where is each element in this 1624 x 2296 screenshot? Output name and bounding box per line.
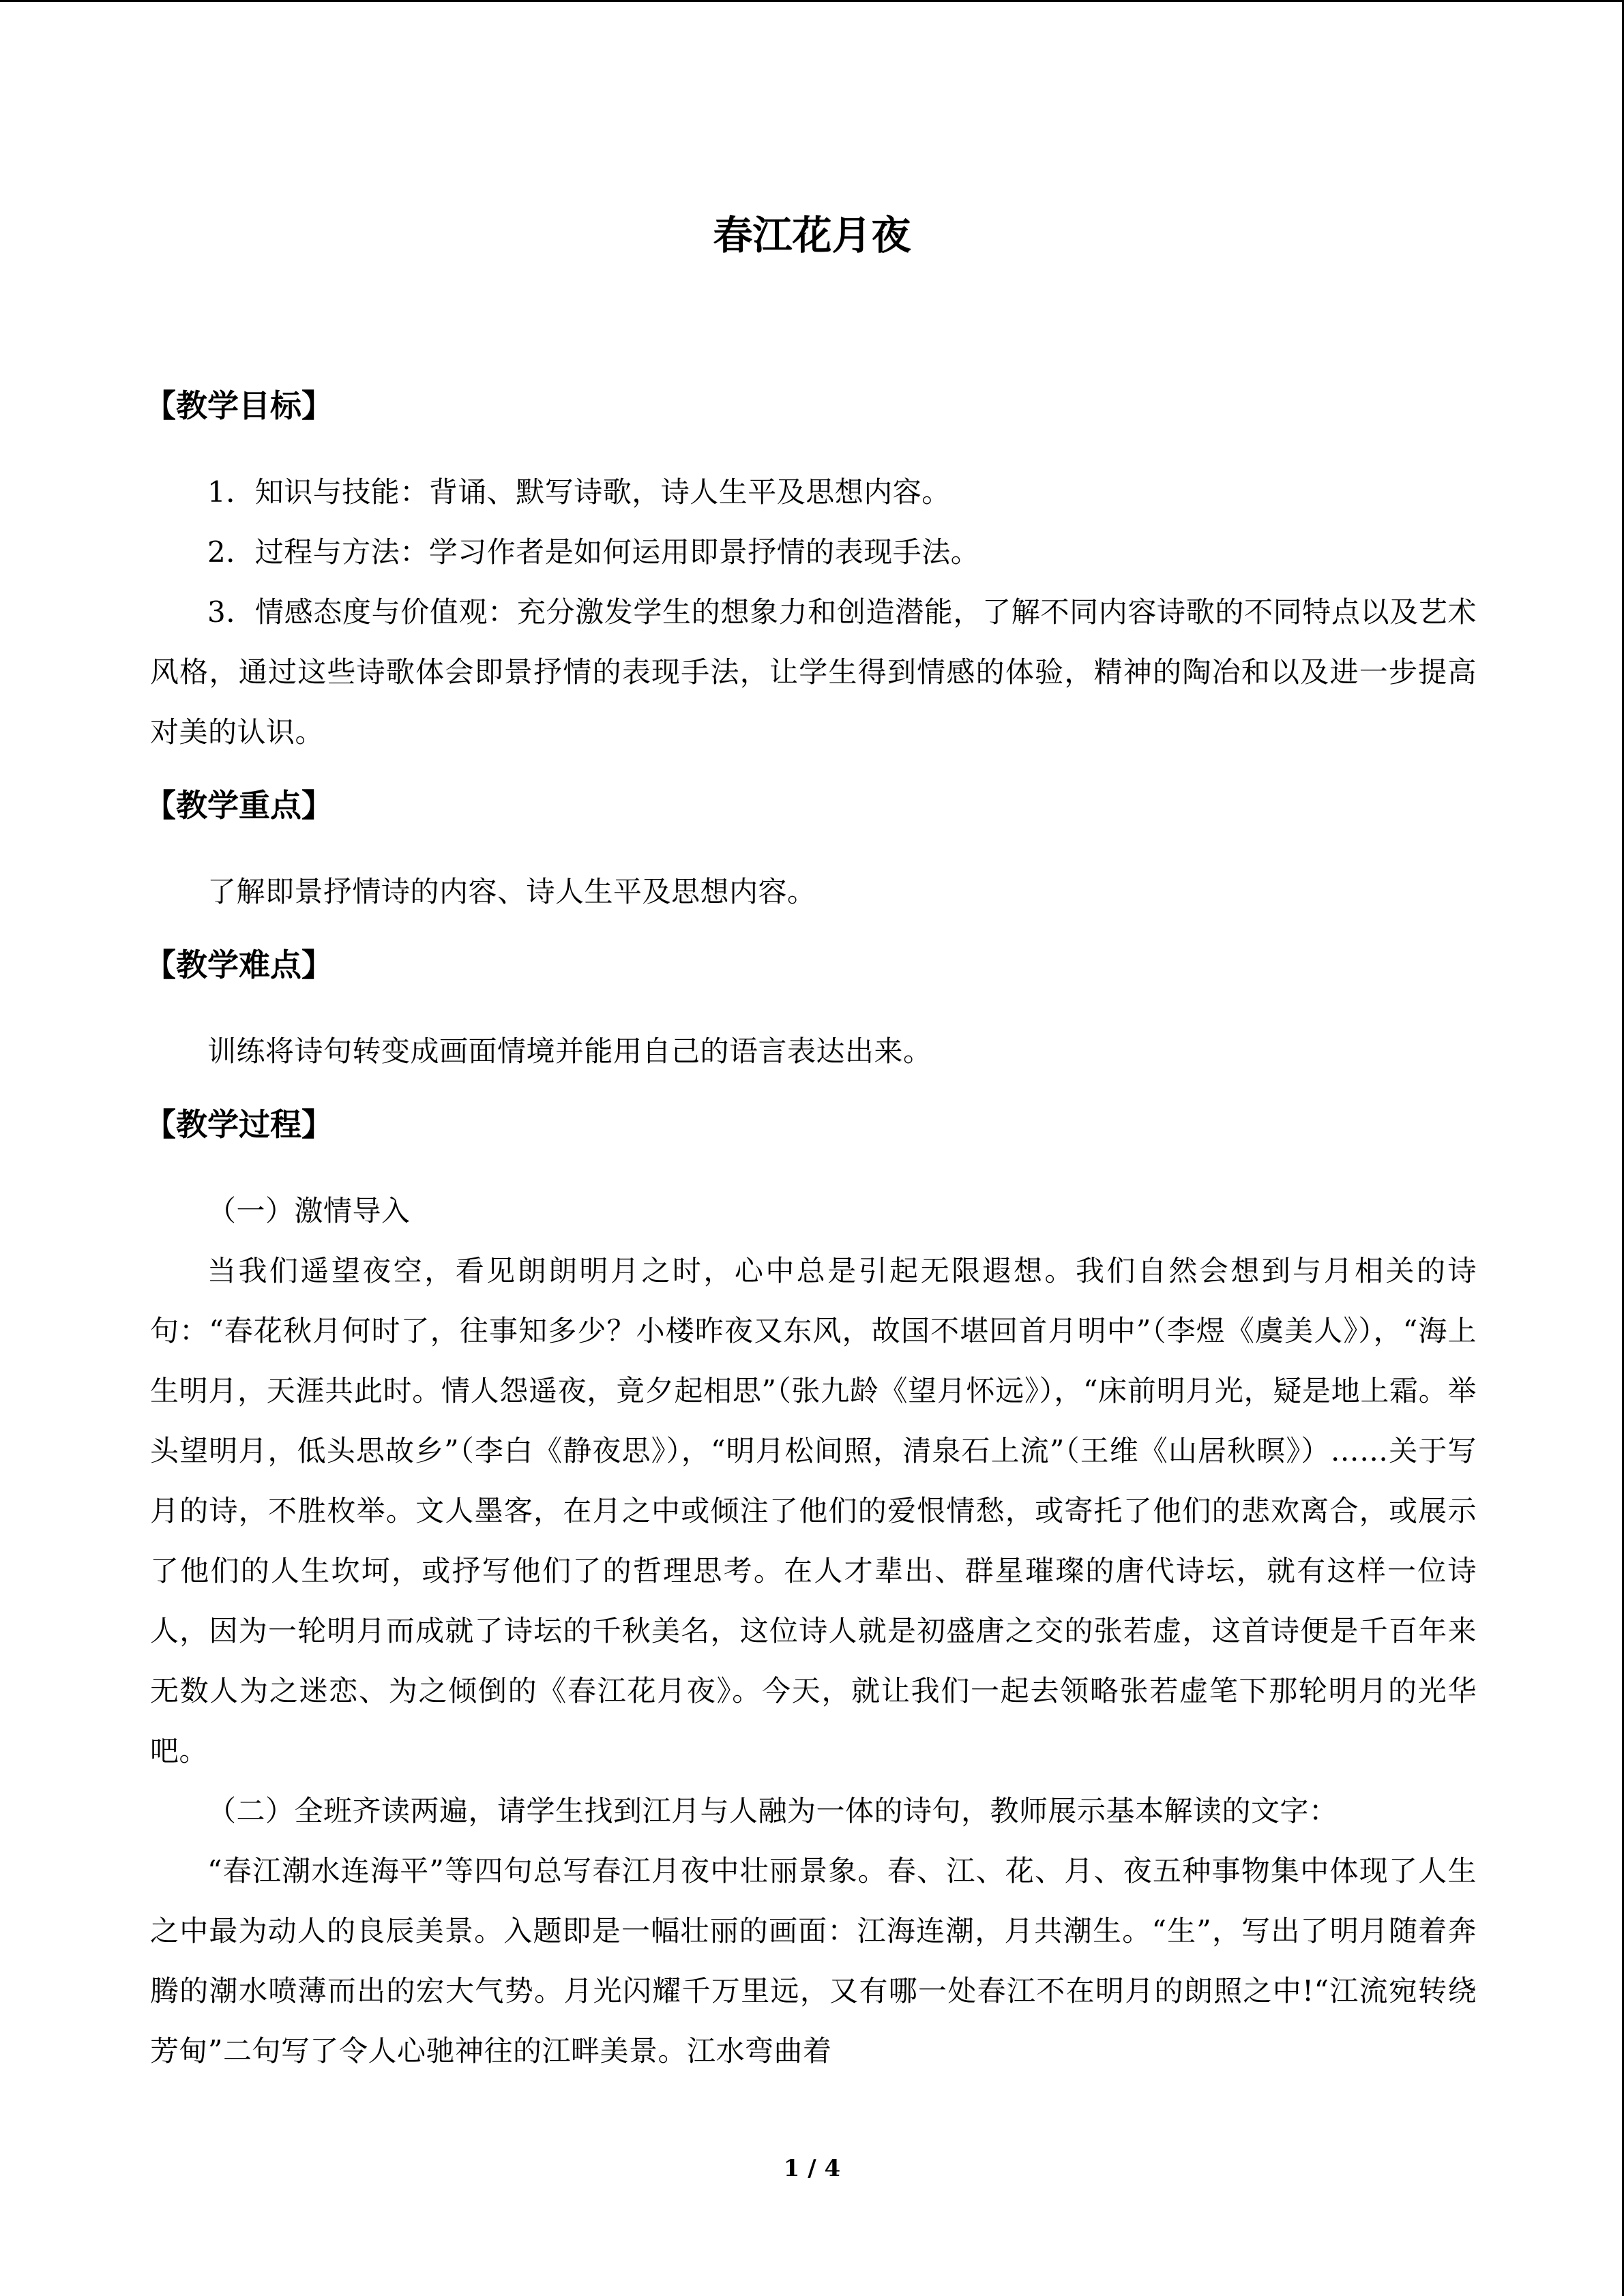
process-step-2-paragraph: （二）全班齐读两遍，请学生找到江月与人融为一体的诗句，教师展示基本解读的文字： [207,1794,1338,1828]
objective-item-1: 1．知识与技能：背诵、默写诗歌，诗人生平及思想内容。 [207,475,951,509]
process-intro-paragraph: 当我们遥望夜空，看见朗朗明月之时，心中总是引起无限遐想。我们自然会想到与月相关的诗句：“春花秋月何时了，往事知多少？小楼昨夜又东风，故国不堪回首月明中”（李煜《虞美人》），“海上生明月，天涯共此时。情人怨遥夜，竟夕起相思”（张九龄《望月怀远》），“床前明月光，疑是地上霜。举头望明月，低头思故乡”（李白《静夜思》），“明月松间照，清泉石上流”（王维《山居秋暝》）……关于写月的诗，不胜枚举。文人墨客，在月之中或倾注了他们的爱恨情愁，或寄托了他们的悲欢离合，或展示了他们的人生坎坷，或抒写他们了的哲理思考。在人才辈出、群星璀璨的唐代诗坛，就有这样一位诗人，因为一轮明月而成就了诗坛的千秋美名，这位诗人就是初盛唐之交的张若虚，这首诗便是千百年来无数人为之迷恋、为之倾倒的《春江花月夜》。今天，就让我们一起去领略张若虚笔下那轮明月的光华吧。 [150,1254,1477,1768]
section-process [145,1102,1477,2081]
objective-item-2: 2．过程与方法：学习作者是如何运用即景抒情的表现手法。 [207,535,980,569]
document-body [145,383,1477,2102]
objective-item-3: 3．情感态度与价值观：充分激发学生的想象力和创造潜能，了解不同内容诗歌的不同特点以及艺术风格，通过这些诗歌体会即景抒情的表现手法，让学生得到情感的体验，精神的陶冶和以及进一步提高对美的认识。 [150,595,1477,749]
page-number: 1 / 4 [783,2155,841,2182]
process-analysis-paragraph: “春江潮水连海平”等四句总写春江月夜中壮丽景象。春、江、花、月、夜五种事物集中体现了人生之中最为动人的良辰美景。入题即是一幅壮丽的画面：江海连潮，月共潮生。“生”，写出了明月随着奔腾的潮水喷薄而出的宏大气势。月光闪耀千万里远，又有哪一处春江不在明月的朗照之中!“江流宛转绕芳甸”二句写了令人心驰神往的江畔美景。江水弯曲着 [150,1854,1477,2068]
heading-objectives: 【教学目标】 [145,387,333,424]
section-key-points [145,783,1477,922]
top-border-line [0,0,1624,2]
section-difficulties [145,942,1477,1082]
document-title: 春江花月夜 [713,212,911,258]
section-objectives [145,383,1477,762]
key-points-text: 了解即景抒情诗的内容、诗人生平及思想内容。 [207,875,816,908]
difficulties-text: 训练将诗句转变成画面情境并能用自己的语言表达出来。 [207,1034,932,1068]
process-step-1-title: （一）激情导入 [207,1194,411,1227]
heading-key-points: 【教学重点】 [145,787,333,824]
heading-difficulties: 【教学难点】 [145,946,333,983]
heading-process: 【教学过程】 [145,1106,333,1143]
